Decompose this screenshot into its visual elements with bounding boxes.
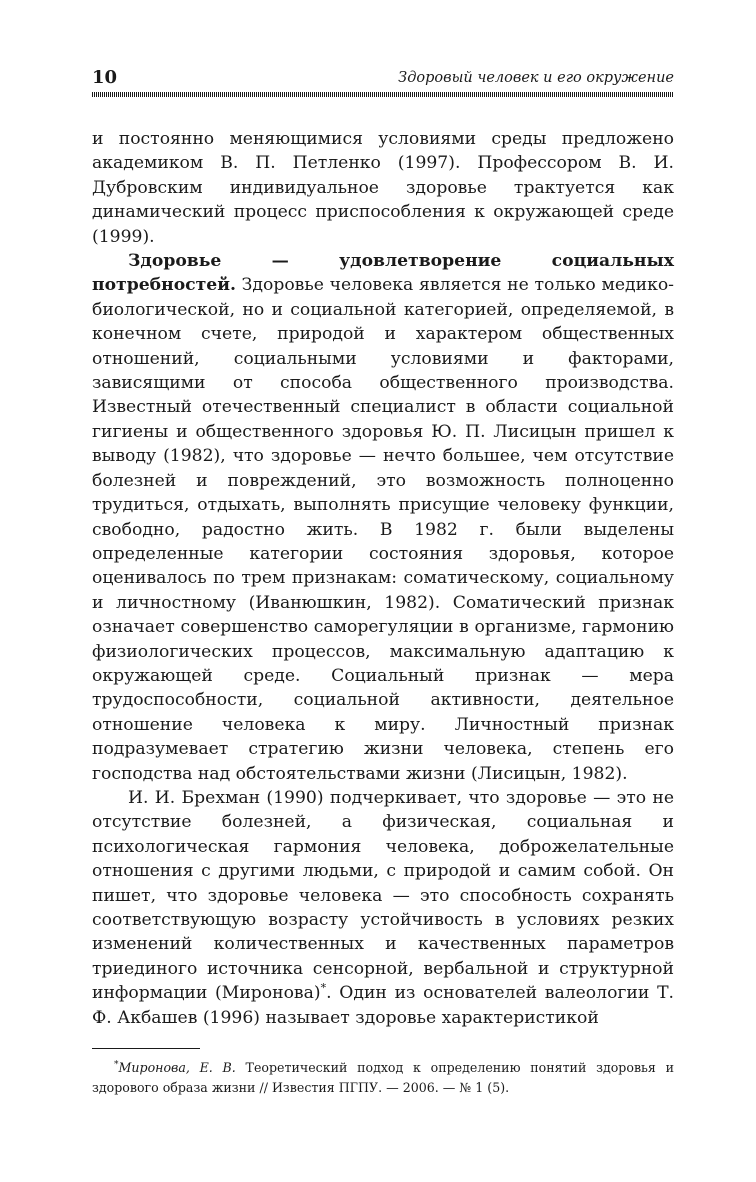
paragraph-2-text: Здоровье человека является не только медико-биологической, но и социальной категорией, определяемой, в конечном счете, природой и характером общественных отношений, социальными условиями и факторами, зависящими от способа общественного производства. Известный отечественный специалист в области социальной гигиены и общественного здоровья Ю. П. Лисицын пришел к выводу (1982), что здоровье — нечто большее, чем отсутствие болезней и повреждений, это возможность полноценно трудиться, отдыхать, выполнять присущие человеку функции, свободно, радостно жить. В 1982 г. были выделены определенные категории состояния здоровья, которое оценивалось по трем признакам: соматическому, социальному и личностному (Иванюшкин, 1982). Соматический признак означает совершенство саморегуляции в организме, гармонию физиологических процессов, максимальную адаптацию к окружающей среде. Социальный признак — мера трудоспособности, социальной активности, деятельное отношение человека к миру. Личностный признак подразумевает стратегию жизни человека, степень его господства над обстоятельствами жизни (Лисицын, 1982). xyxy=(92,275,674,784)
page-number: 10 xyxy=(92,67,118,88)
main-text xyxy=(92,127,674,1030)
footnote-rule xyxy=(92,1048,200,1049)
paragraph-2 xyxy=(92,249,674,786)
footnote xyxy=(92,1058,674,1098)
page-header xyxy=(92,66,674,92)
paragraph-2-lead: Здоровье — удовлетворение социальных потребностей. xyxy=(92,251,674,296)
header-rule xyxy=(92,92,674,97)
footnote-reference: * xyxy=(320,981,327,995)
paragraph-3-text: И. И. Брехман (1990) подчеркивает, что здоровье — это не отсутствие болезней, а физическая, социальная и психологическая гармония человека, доброжелательные отношения с другими людьми, с природой и самим собой. Он пишет, что здоровье человека — это способность сохранять соответствующую возрасту устойчивость в условиях резких изменений количественных и качественных параметров триединого источника сенсорной, вербальной и структурной информации (Миронова) xyxy=(92,787,674,1004)
running-title: Здоровый человек и его окружение xyxy=(398,70,674,86)
paragraph-3-tail: . Один из основателей валеологии Т. Ф. Акбашев (1996) называет здоровье характеристикой xyxy=(92,983,674,1028)
footnote-mark: * xyxy=(114,1059,119,1070)
footnote-author: Миронова, Е. В. xyxy=(118,1060,236,1075)
footnote-text: Теоретический подход к определению понятий здоровья и здорового образа жизни // Известия ПГПУ. — 2006. — № 1 (5). xyxy=(92,1060,674,1095)
paragraph-3 xyxy=(92,786,674,1030)
paragraph-1: и постоянно меняющимися условиями среды предложено академиком В. П. Петленко (1997). Профессором В. И. Дубровским индивидуальное здоровье трактуется как динамический процесс приспособления к окружающей среде (1999). xyxy=(92,129,674,247)
